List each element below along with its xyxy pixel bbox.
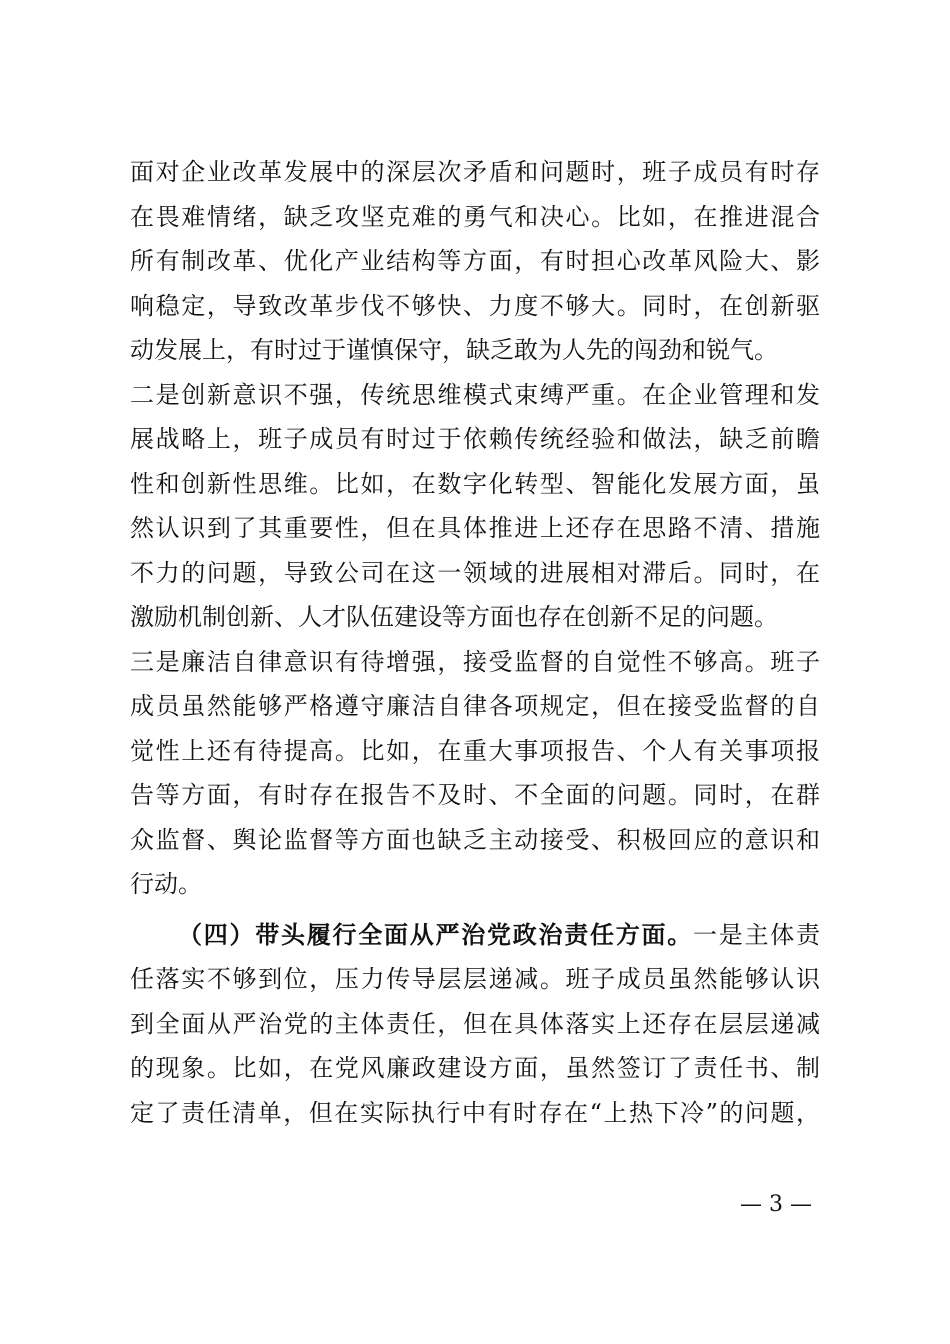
text-line: 到全面从严治党的主体责任，但在具体落实上还存在层层递减: [130, 1009, 820, 1038]
section-heading: （四）带头履行全面从严治党政治责任方面。: [178, 919, 693, 949]
text-line: 在畏难情绪，缺乏攻坚克难的勇气和决心。比如，在推进混合: [130, 202, 820, 231]
text-line: 二是创新意识不强，传统思维模式束缚严重。在企业管理和发: [130, 380, 820, 409]
text-line: 定了责任清单，但在实际执行中有时存在“上热下冷”的问题，: [130, 1098, 820, 1127]
text-line: 任落实不够到位，压力传导层层递减。班子成员虽然能够认识: [130, 965, 820, 993]
text-line: 激励机制创新、人才队伍建设等方面也存在创新不足的问题。: [130, 603, 778, 631]
text-line: 响稳定，导致改革步伐不够快、力度不够大。同时，在创新驱: [130, 291, 820, 320]
section-heading-rest: 一是主体责: [693, 920, 820, 949]
text-line: 觉性上还有待提高。比如，在重大事项报告、个人有关事项报: [130, 736, 820, 765]
text-line: 然认识到了其重要性，但在具体推进上还存在思路不清、措施: [130, 514, 820, 542]
page-number: — 3 —: [740, 1192, 812, 1217]
text-line: 动发展上，有时过于谨慎保守，缺乏敢为人先的闯劲和锐气。: [130, 336, 778, 364]
text-line: 成员虽然能够严格遵守廉洁自律各项规定，但在接受监督的自: [130, 692, 820, 720]
text-line: 所有制改革、优化产业结构等方面，有时担心改革风险大、影: [130, 247, 820, 275]
text-line: 展战略上，班子成员有时过于依赖传统经验和做法，缺乏前瞻: [130, 425, 820, 453]
text-line: 的现象。比如，在党风廉政建设方面，虽然签订了责任书、制: [130, 1054, 820, 1082]
text-line: 三是廉洁自律意识有待增强，接受监督的自觉性不够高。班子: [130, 647, 820, 676]
text-line: 面对企业改革发展中的深层次矛盾和问题时，班子成员有时存: [130, 158, 820, 186]
text-line: 行动。: [130, 870, 202, 898]
text-line: 众监督、舆论监督等方面也缺乏主动接受、积极回应的意识和: [130, 825, 820, 854]
text-line: 告等方面，有时存在报告不及时、不全面的问题。同时，在群: [130, 781, 820, 809]
body-text: [130, 150, 820, 1135]
text-line: 不力的问题，导致公司在这一领域的进展相对滞后。同时，在: [130, 558, 820, 587]
text-line: 性和创新性思维。比如，在数字化转型、智能化发展方面，虽: [130, 469, 820, 498]
section-heading-line: [130, 913, 820, 958]
